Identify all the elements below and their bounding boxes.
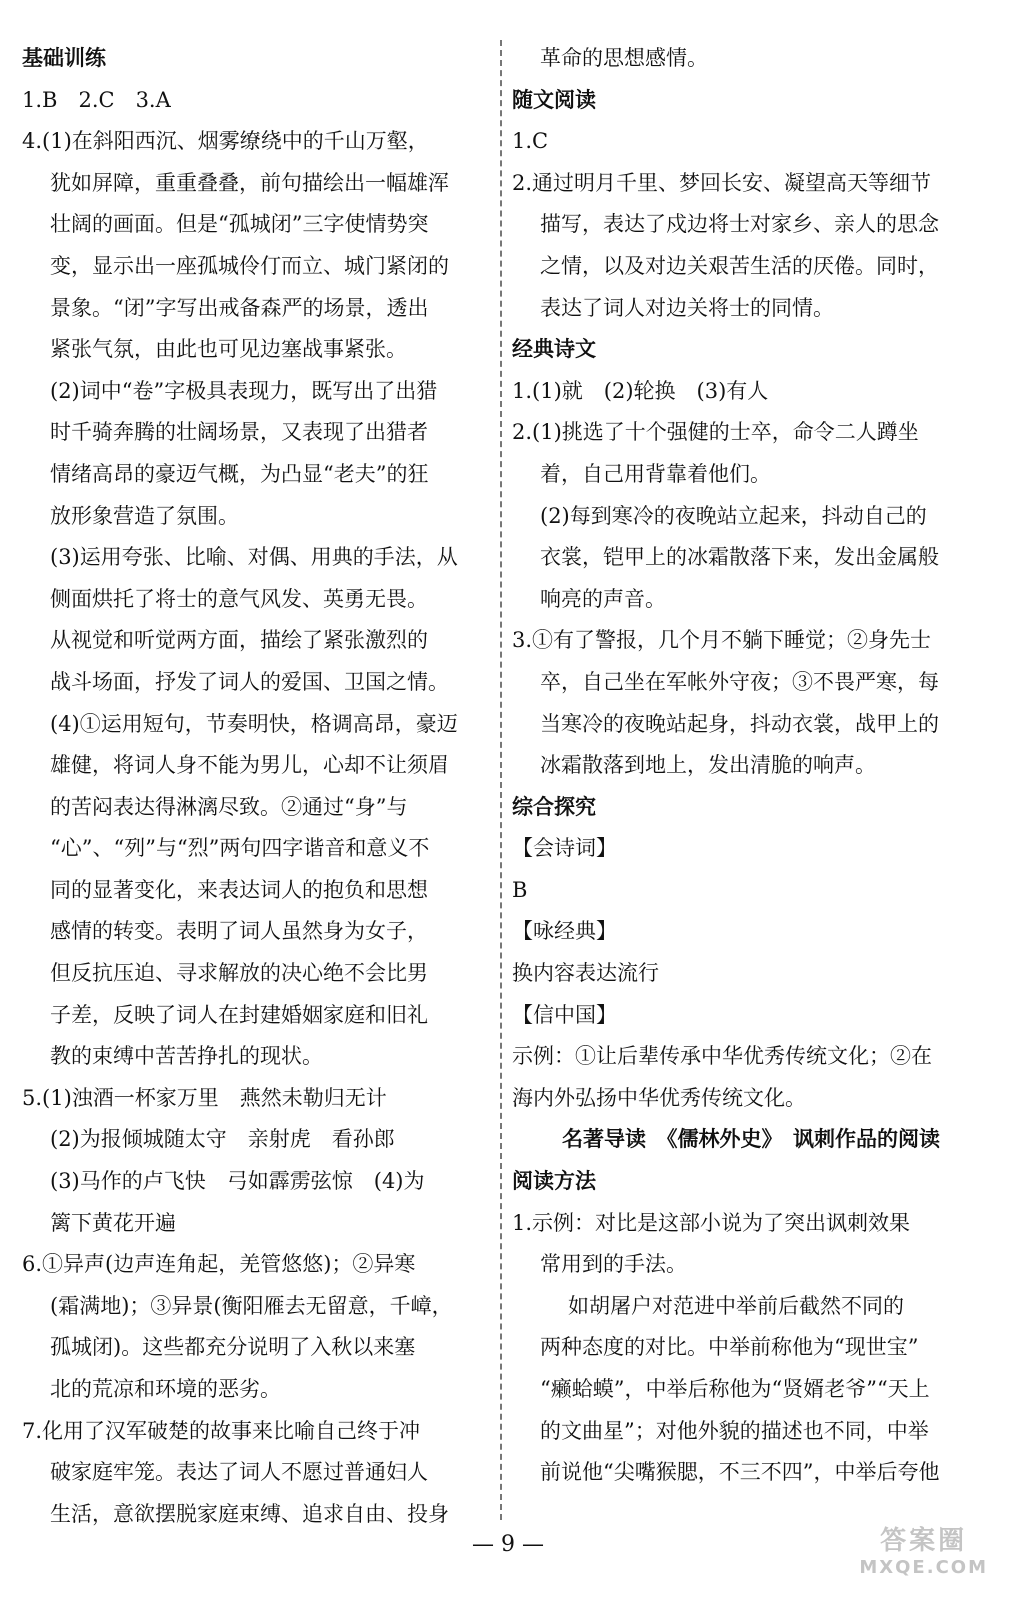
watermark-logo bbox=[859, 1520, 988, 1578]
text-line: 2.通过明月千里、梦回长安、凝望高天等细节 bbox=[512, 170, 932, 195]
text-line: (霜满地)；③异景(衡阳雁去无留意，千嶂， bbox=[50, 1293, 453, 1318]
section-heading: 名著导读 《儒林外史》 讽刺作品的阅读 bbox=[562, 1127, 940, 1152]
text-line: 但反抗压迫、寻求解放的决心绝不会比男 bbox=[50, 961, 428, 986]
text-line: 的文曲星”；对他外貌的描述也不同，中举 bbox=[540, 1418, 929, 1443]
text-line: 【咏经典】 bbox=[512, 919, 617, 944]
text-line: 北的荒凉和环境的恶劣。 bbox=[50, 1377, 281, 1401]
text-line: 衣裳，铠甲上的冰霜散落下来，发出金属般 bbox=[540, 545, 939, 570]
section-heading: 经典诗文 bbox=[512, 337, 596, 362]
text-line: (3)马作的卢飞快 弓如霹雳弦惊 (4)为 bbox=[50, 1169, 425, 1194]
text-line: (4)①运用短句，节奏明快，格调高昂，豪迈 bbox=[50, 711, 458, 736]
text-line: 示例：①让后辈传承中华优秀传统文化；②在 bbox=[512, 1044, 932, 1069]
left-column bbox=[22, 38, 492, 1535]
section-heading: 阅读方法 bbox=[512, 1169, 596, 1194]
text-line: 卒，自己坐在军帐外守夜；③不畏严寒，每 bbox=[540, 669, 939, 694]
column-divider bbox=[500, 40, 502, 1520]
watermark-text: 答案圈 bbox=[880, 1526, 968, 1556]
text-line: 子差，反映了词人在封建婚姻家庭和旧礼 bbox=[50, 1002, 428, 1027]
text-line: 两种态度的对比。中举前称他为“现世宝” bbox=[540, 1335, 919, 1360]
text-line: 景象。“闭”字写出戒备森严的场景，透出 bbox=[50, 295, 429, 320]
text-line: 冰霜散落到地上，发出清脆的响声。 bbox=[540, 753, 876, 778]
section-heading: 随文阅读 bbox=[512, 87, 596, 112]
text-line: “癞蛤蟆”，中举后称他为“贤婿老爷”“天上 bbox=[540, 1377, 930, 1401]
text-line: 战斗场面，抒发了词人的爱国、卫国之情。 bbox=[50, 669, 449, 694]
text-line: “心”、“列”与“烈”两句四字谐音和意义不 bbox=[50, 836, 430, 861]
text-line: 的苦闷表达得淋漓尽致。②通过“身”与 bbox=[50, 794, 408, 819]
text-line: 教的束缚中苦苦挣扎的现状。 bbox=[50, 1044, 323, 1069]
text-line: (2)词中“卷”字极具表现力，既写出了出猎 bbox=[50, 378, 438, 403]
text-line: 革命的思想感情。 bbox=[540, 46, 708, 70]
text-line: 着，自己用背靠着他们。 bbox=[540, 461, 771, 486]
text-line: B bbox=[512, 877, 528, 902]
text-line: 5.(1)浊酒一杯家万里 燕然未勒归无计 bbox=[22, 1085, 387, 1110]
text-line: 7.化用了汉军破楚的故事来比喻自己终于冲 bbox=[22, 1418, 421, 1443]
text-line: 描写，表达了戍边将士对家乡、亲人的思念 bbox=[540, 212, 939, 237]
right-column bbox=[512, 38, 990, 1494]
section-heading: 基础训练 bbox=[22, 46, 106, 70]
text-line: 感情的转变。表明了词人虽然身为女子， bbox=[50, 919, 428, 944]
text-line: 前说他“尖嘴猴腮，不三不四”，中举后夸他 bbox=[540, 1460, 940, 1485]
text-line: 破家庭牢笼。表达了词人不愿过普通妇人 bbox=[50, 1460, 428, 1485]
text-line: 1.(1)就 (2)轮换 (3)有人 bbox=[512, 378, 769, 403]
text-line: 【信中国】 bbox=[512, 1002, 617, 1027]
text-line: 犹如屏障，重重叠叠，前句描绘出一幅雄浑 bbox=[50, 170, 449, 195]
text-line: (3)运用夸张、比喻、对偶、用典的手法，从 bbox=[50, 545, 458, 570]
section-heading: 综合探究 bbox=[512, 794, 596, 819]
text-line: 孤城闭)。这些都充分说明了入秋以来塞 bbox=[50, 1335, 416, 1360]
text-line: 常用到的手法。 bbox=[540, 1252, 687, 1277]
text-line: 6.①异声(边声连角起，羌管悠悠)；②异寒 bbox=[22, 1252, 416, 1277]
text-line: 情绪高昂的豪迈气概，为凸显“老夫”的狂 bbox=[50, 461, 429, 486]
text-line: 【会诗词】 bbox=[512, 836, 617, 861]
text-line: 篱下黄花开遍 bbox=[50, 1210, 176, 1235]
text-line: 雄健，将词人身不能为男儿，心却不让须眉 bbox=[50, 753, 449, 778]
text-line: 紧张气氛，由此也可见边塞战事紧张。 bbox=[50, 337, 407, 362]
text-line: 变，显示出一座孤城伶仃而立、城门紧闭的 bbox=[50, 253, 449, 278]
text-line: 生活，意欲摆脱家庭束缚、追求自由、投身 bbox=[50, 1501, 449, 1526]
text-line: 响亮的声音。 bbox=[540, 586, 666, 611]
text-line: (2)为报倾城随太守 亲射虎 看孙郎 bbox=[50, 1127, 395, 1152]
text-line: 2.(1)挑选了十个强健的士卒，命令二人蹲坐 bbox=[512, 420, 919, 445]
text-line: 从视觉和听觉两方面，描绘了紧张激烈的 bbox=[50, 628, 428, 653]
text-line: 壮阔的画面。但是“孤城闭”三字使情势突 bbox=[50, 212, 429, 237]
text-line: 海内外弘扬中华优秀传统文化。 bbox=[512, 1085, 806, 1110]
text-line: 1.B 2.C 3.A bbox=[22, 87, 171, 112]
text-line: 时千骑奔腾的壮阔场景，又表现了出猎者 bbox=[50, 420, 428, 445]
text-line: 1.示例：对比是这部小说为了突出讽刺效果 bbox=[512, 1210, 911, 1235]
watermark-url: MXQE.COM bbox=[859, 1557, 988, 1578]
text-line: 放形象营造了氛围。 bbox=[50, 503, 239, 528]
text-line: 同的显著变化，来表达词人的抱负和思想 bbox=[50, 877, 428, 902]
text-line: 换内容表达流行 bbox=[512, 961, 659, 986]
text-line: 1.C bbox=[512, 129, 549, 154]
text-line: 如胡屠户对范进中举前后截然不同的 bbox=[568, 1293, 904, 1318]
text-line: (2)每到寒冷的夜晚站立起来，抖动自己的 bbox=[540, 503, 927, 528]
text-line: 之情，以及对边关艰苦生活的厌倦。同时， bbox=[540, 253, 939, 278]
text-line: 侧面烘托了将士的意气风发、英勇无畏。 bbox=[50, 586, 428, 611]
text-line: 当寒冷的夜晚站起身，抖动衣裳，战甲上的 bbox=[540, 711, 939, 736]
page-number: — 9 — bbox=[472, 1532, 544, 1557]
text-line: 3.①有了警报，几个月不躺下睡觉；②身先士 bbox=[512, 628, 932, 653]
text-line: 表达了词人对边关将士的同情。 bbox=[540, 295, 834, 320]
text-line: 4.(1)在斜阳西沉、烟雾缭绕中的千山万壑， bbox=[22, 129, 429, 154]
